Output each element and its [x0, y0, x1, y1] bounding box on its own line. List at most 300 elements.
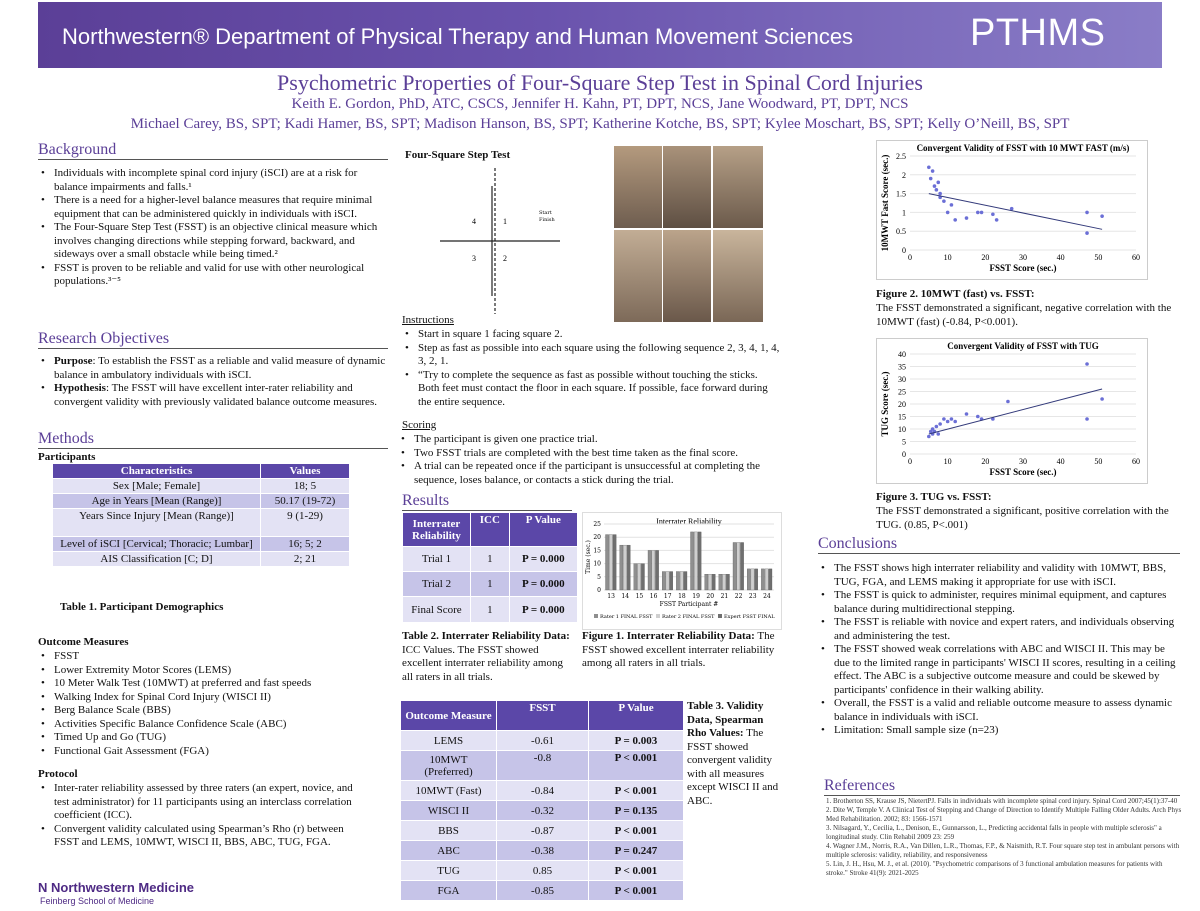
y-tick-label: 0: [597, 587, 601, 594]
photo-step-1: [614, 146, 662, 228]
y-tick-label: 0.5: [896, 227, 906, 237]
data-point: [953, 218, 957, 222]
x-axis-label: FSST Score (sec.): [989, 467, 1057, 477]
figure1-caption-title: Figure 1. Interrater Reliability Data:: [582, 630, 755, 642]
y-tick-label: 5: [902, 437, 906, 447]
reference-item: 4. Wagner J.M., Norris, R.A., Van Dillen, L.R., Thomas, F.P., & Naismith, R.T. Four square step test in ambulant persons with multiple sclerosis: validity, reliability, and responsiveness: [826, 842, 1180, 859]
data-point: [936, 181, 940, 185]
bar: [694, 532, 697, 590]
objectives-list: [38, 355, 390, 409]
table-cell: P < 0.001: [589, 751, 684, 781]
bar: [606, 535, 609, 590]
list-item: • “Try to complete the sequence as fast as possible without touching the sticks. Both feet must contact the floor in each square. If possible, face forward during the entire sequence.: [402, 369, 780, 410]
list-item: • Timed Up and Go (TUG): [38, 731, 390, 745]
y-tick-label: 10: [593, 560, 601, 568]
data-point: [931, 169, 935, 173]
bar: [712, 574, 715, 590]
data-point: [976, 211, 980, 215]
y-tick-label: 5: [597, 573, 601, 581]
reference-item: 5. Lin, J. H., Hsu, M. J., et al. (2010). "Psychometric comparisons of 3 functional ambulation measures for patients with stroke." Stroke 41(9): 2021-2025: [826, 860, 1163, 877]
list-item: • The FSST shows high interrater reliability and validity with 10MWT, BBS, TUG, FGA, and LEMS making it appropriate for use with iSCI.: [818, 562, 1182, 589]
scoring-heading: Scoring: [402, 419, 437, 431]
table-cell: -0.85: [497, 881, 589, 901]
table-cell: LEMS: [401, 731, 497, 751]
nm-icon: Ν: [38, 880, 51, 895]
results-heading: Results: [402, 492, 572, 511]
table-cell: AIS Classification [C; D]: [53, 552, 261, 567]
figure3-text: The FSST demonstrated a significant, positive correlation with the TUG. (0.85, P<.001): [876, 505, 1169, 531]
y-tick-label: 20: [593, 534, 601, 542]
x-tick-label: 60: [1132, 253, 1140, 262]
y-tick-label: 35: [898, 362, 906, 372]
x-axis-label: FSST Score (sec.): [989, 263, 1057, 273]
x-tick-label: 40: [1056, 457, 1065, 466]
table-cell: 10MWT (Preferred): [401, 751, 497, 781]
table2-caption-title: Table 2. Interrater Reliability Data:: [402, 630, 570, 642]
x-tick-label: 30: [1019, 457, 1027, 466]
table2-caption-text: ICC Values. The FSST showed excellent interrater reliability among all raters in all trials.: [402, 643, 563, 683]
x-tick-label: 20: [706, 593, 715, 600]
legend-swatch: [718, 614, 722, 618]
table3-caption-title: Table 3. Validity Data, Spearman Rho Values:: [687, 700, 764, 739]
x-tick-label: 19: [692, 593, 700, 600]
bar: [670, 572, 673, 590]
data-point: [950, 417, 954, 421]
table-cell: P = 0.000: [509, 597, 577, 623]
bar: [609, 535, 612, 590]
column-header: Characteristics: [53, 464, 261, 479]
y-tick-label: 2.5: [896, 152, 906, 161]
list-item: • The FSST is quick to administer, requires minimal equipment, and captures balance during multidirectional stepping.: [818, 589, 1182, 616]
protocol-list: [38, 782, 358, 850]
y-axis-label: Time (sec.): [585, 540, 592, 574]
x-tick-label: 20: [981, 457, 990, 466]
authors-line-1: Keith E. Gordon, PhD, ATC, CSCS, Jennifer H. Kahn, PT, DPT, NCS, Jane Woodward, PT, DPT, NCS: [291, 96, 909, 112]
table-cell: -0.87: [497, 821, 589, 841]
column-header: P Value: [589, 701, 684, 731]
table-cell: WISCI II: [401, 801, 497, 821]
table-cell: Trial 2: [403, 572, 471, 597]
finish-label: Finish: [539, 217, 555, 223]
data-point: [976, 415, 980, 419]
pthms-logo: PTHMS: [970, 12, 1106, 54]
data-point: [938, 192, 942, 196]
table-row: [401, 731, 684, 751]
x-tick-label: 24: [763, 593, 771, 600]
x-tick-label: 14: [621, 593, 630, 600]
table-row: [53, 537, 350, 552]
photo-step-5: [663, 230, 711, 322]
legend-swatch: [656, 614, 660, 618]
references-list: [826, 797, 1184, 878]
list-item: • Start in square 1 facing square 2.: [402, 328, 780, 342]
table-cell: 0.85: [497, 861, 589, 881]
table-cell: 1: [471, 572, 510, 597]
bar: [684, 572, 687, 590]
bar: [655, 550, 658, 590]
y-tick-label: 20: [898, 400, 906, 409]
square-label: 4: [472, 217, 476, 226]
bar: [761, 569, 764, 590]
list-item: • Individuals with incomplete spinal cord injury (iSCI) are at a risk for balance impairments and falls.¹: [38, 167, 390, 194]
bar: [698, 532, 701, 590]
y-axis-label: TUG Score (sec.): [880, 371, 890, 437]
y-tick-label: 1.5: [896, 189, 906, 199]
fsst-tug-scatter: [876, 338, 1148, 484]
table-cell: Years Since Injury [Mean (Range)]: [53, 509, 261, 537]
y-tick-label: 0: [902, 450, 906, 459]
table-row: [401, 801, 684, 821]
table-cell: Final Score: [403, 597, 471, 623]
data-point: [991, 212, 995, 216]
purpose-label: Purpose: [54, 355, 93, 367]
figure1-caption-text: The FSST showed excellent interrater reliability among all raters in all trials.: [582, 630, 775, 669]
fsst-10mwt-scatter: [876, 140, 1148, 280]
x-tick-label: 30: [1019, 253, 1027, 262]
table-cell: 2; 21: [261, 552, 350, 567]
list-item: • FSST: [38, 650, 390, 664]
list-item: • The Four-Square Step Test (FSST) is an objective clinical measure which involves changing directions while stepping forward, backward, and sideways over a small obstacle while being timed.²: [38, 221, 390, 262]
chart-frame: [877, 339, 1148, 484]
list-item: • Lower Extremity Motor Scores (LEMS): [38, 664, 390, 678]
y-axis-label: 10MWT Fast Score (sec.): [880, 154, 890, 252]
table-row: [53, 494, 350, 509]
bar: [641, 564, 644, 590]
bar: [747, 569, 750, 590]
legend-label: Rater 1 FINAL FSST: [600, 614, 653, 620]
table-cell: 16; 5; 2: [261, 537, 350, 552]
table-cell: 10MWT (Fast): [401, 781, 497, 801]
x-tick-label: 10: [943, 253, 952, 262]
instructions-heading: Instructions: [402, 314, 454, 326]
table2-caption: [402, 630, 574, 684]
table3-caption-text: The FSST showed convergent validity with all measures except WISCI II and ABC.: [687, 727, 779, 807]
list-item: • Overall, the FSST is a valid and reliable outcome measure to assess dynamic balance in individuals with iSCI.: [818, 697, 1182, 724]
data-point: [1100, 397, 1104, 401]
list-item: • There is a need for a higher-level balance measures that require minimal equipment that can be administered quickly in individuals with iSCI.: [38, 194, 390, 221]
x-tick-label: 17: [663, 593, 672, 600]
table-cell: P < 0.001: [589, 781, 684, 801]
x-tick-label: 0: [908, 457, 912, 466]
x-tick-label: 16: [649, 593, 658, 600]
figure2-title: Figure 2. 10MWT (fast) vs. FSST:: [876, 288, 1035, 300]
list-item: • Inter-rater reliability assessed by three raters (an expert, novice, and test administrator) for 11 participants using an interclass correlation coefficient (ICC).: [38, 782, 358, 823]
table-header-row: [401, 701, 684, 731]
table-header-row: [53, 464, 350, 479]
list-item: • A trial can be repeated once if the participant is unsuccessful at completing the sequence, loses balance, or contacts a stick during the trial.: [398, 460, 780, 487]
table-row: [403, 547, 578, 572]
table-cell: ABC: [401, 841, 497, 861]
table-row: [401, 841, 684, 861]
list-item: • Berg Balance Scale (BBS): [38, 704, 390, 718]
data-point: [936, 432, 940, 436]
figure3-title: Figure 3. TUG vs. FSST:: [876, 491, 992, 503]
table-cell: -0.38: [497, 841, 589, 861]
bar: [719, 574, 722, 590]
methods-heading: Methods: [38, 430, 388, 449]
table-cell: 50.17 (19-72): [261, 494, 350, 509]
data-point: [935, 188, 939, 192]
hypothesis-text: : The FSST will have excellent inter-rater reliability and convergent validity with previously validated balance outcome measures.: [54, 382, 377, 408]
table3-caption: [687, 700, 779, 808]
x-tick-label: 21: [720, 593, 729, 600]
table1-caption: Table 1. Participant Demographics: [60, 601, 224, 613]
data-point: [980, 211, 984, 215]
poster-title: Psychometric Properties of Four-Square Step Test in Spinal Cord Injuries: [277, 70, 923, 95]
table-cell: -0.84: [497, 781, 589, 801]
table-row: [403, 597, 578, 623]
northwestern-medicine-logo: [38, 880, 194, 895]
x-tick-label: 15: [635, 593, 644, 600]
legend-label: Rater 2 FINAL FSST: [662, 614, 715, 620]
list-item: • The FSST showed weak correlations with ABC and WISCI II. This may be due to the limited range in participants' WISCI II scores, resulting in a ceiling effect. The ABC is a subjective outcome measure and could be skewed by participants' confidence in their walking ability.: [818, 643, 1182, 697]
photo-step-3: [713, 146, 763, 228]
list-item: • Functional Gait Assessment (FGA): [38, 745, 390, 759]
conclusions-heading: Conclusions: [818, 535, 1180, 554]
list-item: [38, 382, 390, 409]
bar: [755, 569, 758, 590]
bar: [652, 550, 655, 590]
x-tick-label: 50: [1094, 253, 1103, 262]
table-cell: P < 0.001: [589, 881, 684, 901]
nm-logo-text: Northwestern Medicine: [51, 880, 195, 895]
table-cell: 1: [471, 597, 510, 623]
bar: [737, 542, 740, 590]
table-cell: -0.8: [497, 751, 589, 781]
table-cell: 1: [471, 547, 510, 572]
table-cell: Level of iSCI [Cervical; Thoracic; Lumbar]: [53, 537, 261, 552]
protocol-heading: Protocol: [38, 768, 78, 780]
y-tick-label: 30: [898, 375, 906, 384]
bar: [751, 569, 754, 590]
list-item: • Two FSST trials are completed with the best time taken as the final score.: [398, 447, 780, 461]
data-point: [933, 184, 937, 188]
table-row: [401, 781, 684, 801]
bar: [708, 574, 711, 590]
bar: [691, 532, 694, 590]
participants-heading: Participants: [38, 451, 96, 463]
bar: [638, 564, 641, 590]
table-cell: P = 0.135: [589, 801, 684, 821]
bar: [765, 569, 768, 590]
square-label: 2: [503, 254, 507, 263]
photo-step-4: [614, 230, 662, 322]
conclusions-list: [818, 562, 1182, 738]
list-item: • FSST is proven to be reliable and valid for use with other neurological populations.³⁻⁵: [38, 262, 390, 289]
start-label: Start: [539, 210, 552, 216]
table-cell: -0.32: [497, 801, 589, 821]
data-point: [1085, 211, 1089, 215]
authors-line-2: Michael Carey, BS, SPT; Kadi Hamer, BS, SPT; Madison Hanson, BS, SPT; Katherine Kotche, BS, SPT; Kylee Moschart, BS, SPT; Kelly O’Neill, BS, SPT: [130, 116, 1070, 132]
data-point: [942, 417, 946, 421]
interrater-bar-chart: [582, 512, 782, 630]
data-point: [1085, 417, 1089, 421]
y-tick-label: 2: [902, 170, 906, 180]
table-row: [401, 751, 684, 781]
reference-item: 1. Brotherton SS, Krause JS, NietertPJ. Falls in individuals with incomplete spinal cord injury. Spinal Cord 2007;45(1):37-40: [826, 797, 1178, 805]
bar: [769, 569, 772, 590]
background-list: [38, 167, 390, 289]
bar: [662, 572, 665, 590]
table-cell: TUG: [401, 861, 497, 881]
data-point: [938, 422, 942, 426]
table-row: [401, 881, 684, 901]
column-header: FSST: [497, 701, 589, 731]
bar: [740, 542, 743, 590]
table-cell: Age in Years [Mean (Range)]: [53, 494, 261, 509]
table-cell: Trial 1: [403, 547, 471, 572]
y-tick-label: 10: [898, 425, 906, 434]
demographics-table: [52, 463, 350, 567]
square-label: 1: [503, 217, 507, 226]
column-header: P Value: [509, 513, 577, 547]
list-item: • Activities Specific Balance Confidence Scale (ABC): [38, 718, 390, 732]
photo-step-2: [663, 146, 711, 228]
list-item: • 10 Meter Walk Test (10MWT) at preferred and fast speeds: [38, 677, 390, 691]
data-point: [927, 435, 931, 439]
data-point: [927, 165, 931, 169]
y-tick-label: 25: [593, 521, 601, 528]
table-cell: P < 0.001: [589, 821, 684, 841]
purpose-text: : To establish the FSST as a reliable and valid measure of dynamic balance in ambulatory individuals with iSCI.: [54, 355, 386, 381]
x-tick-label: 50: [1094, 457, 1103, 466]
validity-table: [400, 700, 684, 901]
list-item: [38, 355, 390, 382]
scoring-list: [398, 433, 780, 487]
table-row: [53, 479, 350, 494]
table-cell: P = 0.000: [509, 572, 577, 597]
objectives-heading: Research Objectives: [38, 330, 388, 349]
data-point: [942, 199, 946, 203]
bar: [623, 545, 626, 590]
background-heading: Background: [38, 141, 388, 160]
column-header: ICC: [471, 513, 510, 547]
bar: [680, 572, 683, 590]
bar: [634, 564, 637, 590]
table-row: [53, 509, 350, 537]
table-cell: BBS: [401, 821, 497, 841]
figure2-text: The FSST demonstrated a significant, negative correlation with the 10MWT (fast) (-0.84, P<0.001).: [876, 302, 1172, 328]
bar: [705, 574, 708, 590]
x-tick-label: 10: [943, 457, 952, 466]
data-point: [1010, 207, 1014, 211]
legend-swatch: [594, 614, 598, 618]
outcome-measures-heading: Outcome Measures: [38, 636, 129, 648]
bar: [676, 572, 679, 590]
table-cell: FGA: [401, 881, 497, 901]
table-cell: P < 0.001: [589, 861, 684, 881]
table-row: [53, 552, 350, 567]
list-item: • Limitation: Small sample size (n=23): [818, 724, 1182, 738]
data-point: [965, 216, 969, 220]
table-row: [401, 821, 684, 841]
table-cell: -0.61: [497, 731, 589, 751]
references-heading: References: [824, 777, 1180, 796]
y-tick-label: 25: [898, 387, 906, 397]
list-item: • The participant is given one practice trial.: [398, 433, 780, 447]
x-tick-label: 0: [908, 253, 912, 262]
list-item: • The FSST is reliable with novice and expert raters, and individuals observing and administering the test.: [818, 616, 1182, 643]
data-point: [1100, 214, 1104, 218]
table-cell: 9 (1-29): [261, 509, 350, 537]
table-cell: 18; 5: [261, 479, 350, 494]
x-tick-label: 13: [607, 593, 615, 600]
column-header: Outcome Measure: [401, 701, 497, 731]
bar: [666, 572, 669, 590]
table-cell: P = 0.000: [509, 547, 577, 572]
figure1-caption: [582, 630, 782, 671]
table-header-row: [403, 513, 578, 547]
list-item: • Walking Index for Spinal Cord Injury (WISCI II): [38, 691, 390, 705]
y-tick-label: 0: [902, 246, 906, 255]
table-cell: P = 0.003: [589, 731, 684, 751]
x-tick-label: 60: [1132, 457, 1140, 466]
four-square-diagram: [440, 166, 570, 316]
data-point: [946, 211, 950, 215]
outcome-measures-list: [38, 650, 390, 758]
table-row: [401, 861, 684, 881]
legend-label: Expert FSST FINAL: [724, 614, 775, 620]
reference-item: 3. Nilsagard, Y., Cecilia, L., Denison, E., Gunnarsson, L., Predicting accidental falls in people with multiple sclerosis" a longitudinal study. Clin Rehabil 2009 23: 259: [826, 824, 1162, 841]
chart-title: Interrater Reliability: [656, 517, 722, 526]
hypothesis-label: Hypothesis: [54, 382, 106, 394]
column-header: Interrater Reliability: [403, 513, 471, 547]
table-cell: P = 0.247: [589, 841, 684, 861]
data-point: [1085, 362, 1089, 366]
bar: [627, 545, 630, 590]
photo-step-6: [713, 230, 763, 322]
table-cell: Sex [Male; Female]: [53, 479, 261, 494]
x-tick-label: 20: [981, 253, 990, 262]
interrater-table: [402, 512, 578, 623]
data-point: [946, 420, 950, 424]
chart-title: Convergent Validity of FSST with TUG: [947, 341, 1099, 351]
data-point: [950, 203, 954, 207]
y-tick-label: 15: [593, 547, 601, 555]
x-axis-label: FSST Participant #: [659, 601, 719, 608]
feinberg-text: Feinberg School of Medicine: [40, 896, 155, 906]
y-tick-label: 40: [898, 350, 906, 359]
bar: [613, 535, 616, 590]
data-point: [1085, 231, 1089, 235]
bar: [723, 574, 726, 590]
reference-item: 2. Dite W, Temple V. A Clinical Test of Stepping and Change of Direction to Identify Multiple Falling Older Adults. Arch Phys Med Rehabilitation. 2002; 83: 1566-1571: [826, 806, 1182, 823]
list-item: • Step as fast as possible into each square using the following sequence 2, 3, 4, 1, 4, 3, 2, 1.: [402, 342, 780, 369]
department-name: Northwestern® Department of Physical Therapy and Human Movement Sciences: [62, 24, 854, 49]
data-point: [1006, 400, 1010, 404]
bar: [620, 545, 623, 590]
fsst-heading: Four-Square Step Test: [405, 149, 511, 161]
column-header: Values: [261, 464, 350, 479]
list-item: • Convergent validity calculated using Spearman’s Rho (r) between FSST and LEMS, 10MWT, WISCI II, BBS, ABC, TUG, FGA.: [38, 823, 358, 850]
bar: [726, 574, 729, 590]
square-label: 3: [472, 254, 476, 263]
data-point: [953, 420, 957, 424]
bar: [648, 550, 651, 590]
data-point: [965, 412, 969, 416]
instructions-list: [402, 328, 780, 409]
x-tick-label: 40: [1056, 253, 1065, 262]
x-tick-label: 18: [678, 593, 686, 600]
table-row: [403, 572, 578, 597]
x-tick-label: 23: [748, 593, 757, 600]
data-point: [995, 218, 999, 222]
data-point: [935, 425, 939, 429]
y-tick-label: 1: [902, 208, 906, 218]
y-tick-label: 15: [898, 412, 906, 422]
x-tick-label: 22: [734, 593, 743, 600]
chart-title: Convergent Validity of FSST with 10 MWT FAST (m/s): [916, 143, 1130, 153]
